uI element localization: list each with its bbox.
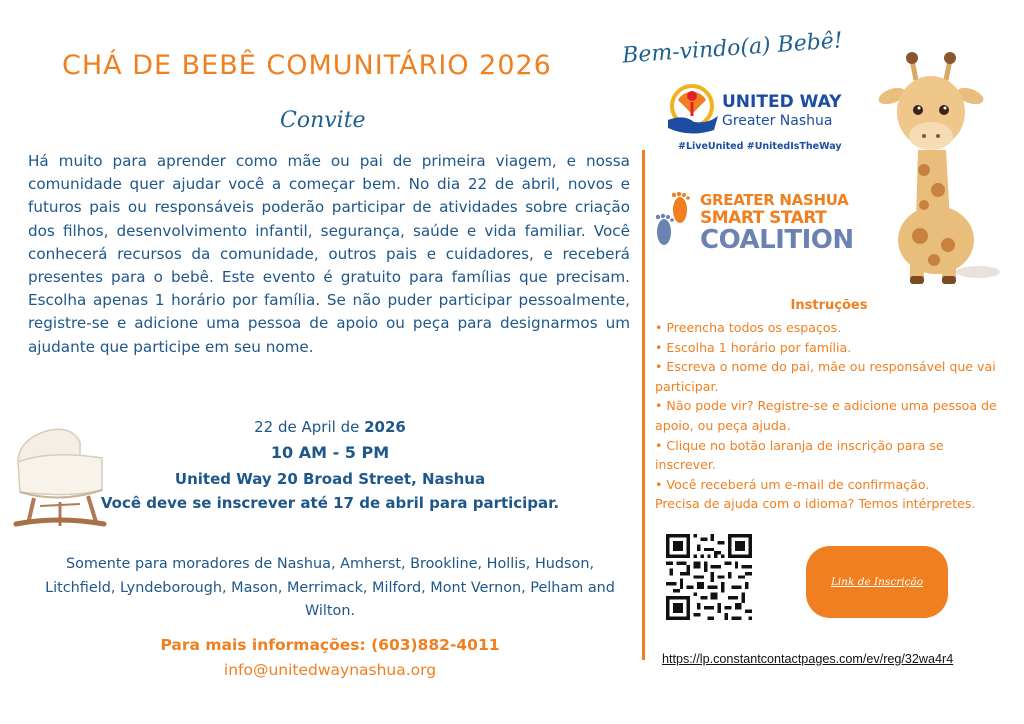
- qr-code[interactable]: [666, 534, 752, 620]
- register-button-label[interactable]: Link de Inscrição: [830, 576, 924, 588]
- column-divider: [642, 150, 645, 660]
- instructions-list: [655, 318, 1005, 514]
- eligibility-note: Somente para moradores de Nashua, Amherst, Brookline, Hollis, Hudson, Litchfield, Lyndeborough, Mason, Merrimack, Milford, Mont Vernon, Pelham and Wilton.: [45, 556, 615, 619]
- invite-subtitle: Convite: [280, 108, 366, 133]
- contact-email[interactable]: info@unitedwaynashua.org: [223, 661, 437, 679]
- event-location: United Way 20 Broad Street, Nashua: [174, 470, 486, 488]
- instruction-item: • Escreva o nome do pai, mãe ou responsável que vai participar.: [655, 359, 996, 394]
- instruction-item: • Escolha 1 horário por família.: [655, 339, 852, 355]
- instruction-item: • Clique no botão laranja de inscrição para se inscrever.: [655, 437, 944, 473]
- welcome-heading: Bem-vindo(a) Bebê!: [621, 28, 844, 69]
- instruction-item: • Preencha todos os espaços.: [655, 320, 842, 335]
- instructions-title: Instruções: [790, 298, 868, 313]
- coalition-line-2: SMART START: [700, 208, 827, 228]
- event-date: [100, 418, 560, 436]
- event-date-year: 2026: [364, 418, 406, 436]
- footprints-icon: [650, 192, 696, 250]
- register-url-link[interactable]: https://lp.constantcontactpages.com/ev/reg/32wa4r4: [662, 652, 954, 666]
- contact-phone: Para mais informações: (603)882-4011: [160, 636, 500, 654]
- coalition-line-1: GREATER NASHUA: [700, 191, 849, 209]
- baby-cradle-illustration: [10, 420, 110, 535]
- page-title: CHÁ DE BEBÊ COMUNITÁRIO 2026: [62, 50, 552, 81]
- registration-deadline: Você deve se inscrever até 17 de abril para participar.: [100, 494, 560, 512]
- intro-paragraph: Há muito para aprender como mãe ou pai de primeira viagem, e nossa comunidade quer ajudar você a começar bem. No dia 22 de abril, novos e futuros pais ou responsáveis poderão participar de atividades sobre criação dos filhos, desenvolvimento infantil, segurança, saúde e vida familiar. Você conhecerá recursos da comunidade, outros pais e cuidadores, e receberá presentes para o bebê. Este evento é gratuito para famílias que precisam. Escolha apenas 1 horário por família. Se não puder participar pessoalmente, registre-se e adicione uma pessoa de apoio ou peça para designarmos um ajudante que participe em seu nome.: [28, 152, 630, 356]
- instruction-item: Precisa de ajuda com o idioma? Temos intérpretes.: [655, 496, 976, 512]
- register-button[interactable]: [806, 546, 948, 618]
- event-date-prefix: 22 de April de: [254, 418, 365, 436]
- united-way-region: Greater Nashua: [722, 113, 833, 129]
- event-time: 10 AM - 5 PM: [270, 443, 390, 462]
- coalition-line-3: COALITION: [700, 225, 854, 255]
- united-way-hashtags: #LiveUnited #UnitedIsTheWay: [678, 141, 842, 152]
- united-way-name: UNITED WAY: [722, 92, 842, 112]
- instruction-item: • Você receberá um e-mail de confirmação.: [655, 476, 930, 492]
- instruction-item: • Não pode vir? Registre-se e adicione uma pessoa de apoio, ou peça ajuda.: [655, 398, 997, 433]
- giraffe-illustration: [858, 40, 1008, 290]
